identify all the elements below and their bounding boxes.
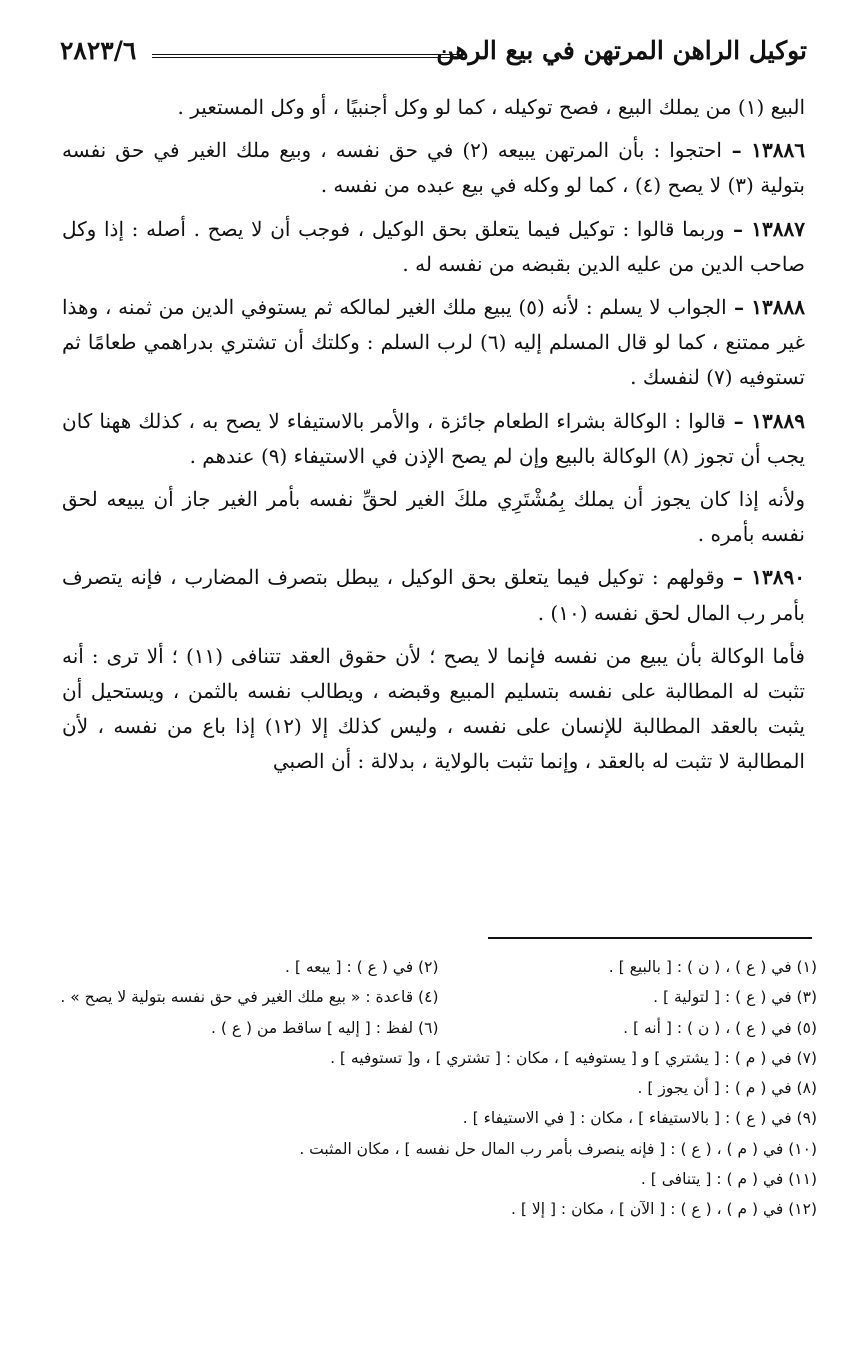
paragraph-text: ولأنه إذا كان يجوز أن يملك بِمُشْتَرِي ملكَ الغير لحقِّ نفسه بأمر الغير جاز أن يبيعه لحق نفسه بأمره . xyxy=(62,487,805,547)
footnote-separator xyxy=(488,937,812,939)
footnote: (١١) في ( م ) : [ يتنافى ] . xyxy=(640,1170,817,1189)
footnote: (١) في ( ع ) ، ( ن ) : [ بالبيع ] . xyxy=(608,958,817,976)
footnote: (٦) لفظ : [ إليه ] ساقط من ( ع ) . xyxy=(211,1018,439,1037)
paragraph-number: ١٣٨٨٩ – xyxy=(725,408,805,433)
footnote-row xyxy=(60,982,817,1012)
paragraph-text: فأما الوكالة بأن يبيع من نفسه فإنما لا يصح ؛ لأن حقوق العقد تتنافى (١١) ؛ ألا ترى : أنه تثبت له المطالبة على نفسه بتسليم المبيع وقبضه ، ويطالب نفسه بالثمن ، ويستحيل أن يثبت بالعقد المطالبة للإنسان على نفسه ، وليس كذلك إلا (١٢) إذا باع من نفسه ، لأن المطالبة لا تثبت له بالعقد ، وإنما تثبت بالولاية ، بدلالة : أن الصبي xyxy=(62,643,805,774)
running-title: توكيل الراهن المرتهن في بيع الرهن xyxy=(436,36,807,65)
footnote-row xyxy=(60,1073,817,1103)
footnote-row xyxy=(60,952,817,982)
body-text xyxy=(62,90,805,788)
paragraph-number: ١٣٨٨٦ – xyxy=(721,138,805,163)
footnote-row xyxy=(60,1103,817,1133)
footnote-row xyxy=(60,1043,817,1073)
footnote-row xyxy=(60,1013,817,1043)
paragraph-text: قالوا : الوكالة بشراء الطعام جائزة ، والأمر بالاستيفاء لا يصح به ، كذلك ههنا كان يجب أن تجوز (٨) الوكالة بالبيع وإن لم يصح الإذن في الاستيفاء (٩) عندهم . xyxy=(62,408,805,468)
footnote: (٧) في ( م ) : [ يشتري ] و [ يستوفيه ] ، مكان : [ تشتري ] ، و[ تستوفيه ] . xyxy=(330,1048,817,1067)
footnote: (٥) في ( ع ) ، ( ن ) : [ أنه ] . xyxy=(623,1018,817,1037)
paragraph-number: ١٣٨٨٨ – xyxy=(726,295,805,320)
page-number: ٢٨٢٣/٦ xyxy=(60,36,137,65)
footnote: (١٠) في ( م ) ، ( ع ) : [ فإنه ينصرف بأمر رب المال حل نفسه ] ، مكان المثبت . xyxy=(299,1139,817,1158)
footnote: (٢) في ( ع ) : [ يبعه ] . xyxy=(285,958,439,976)
paragraph-text: البيع (١) من يملك البيع ، فصح توكيله ، كما لو وكل أجنبيًا ، أو وكل المستعير . xyxy=(177,95,805,119)
paragraph xyxy=(62,560,805,630)
paragraph-number: ١٣٨٨٧ – xyxy=(724,216,805,241)
paragraph-number: ١٣٨٩٠ – xyxy=(724,565,806,590)
header-rule xyxy=(152,54,467,58)
paragraph-text: وقولهم : توكيل فيما يتعلق بحق الوكيل ، يبطل بتصرف المضارب ، فإنه يتصرف بأمر رب المال لحق نفسه (١٠) . xyxy=(62,565,805,625)
footnotes xyxy=(60,952,817,1225)
paragraph xyxy=(62,482,805,552)
footnote-row xyxy=(60,1164,817,1194)
paragraph-text: احتجوا : بأن المرتهن يبيعه (٢) في حق نفسه ، وبيع ملك الغير في حق نفسه بتولية (٣) لا يصح (٤) ، كما لو وكله في بيع عبده من نفسه . xyxy=(62,138,805,198)
footnote-row xyxy=(60,1134,817,1164)
footnote-row xyxy=(60,1194,817,1224)
paragraph xyxy=(62,290,805,396)
footnote: (٤) قاعدة : « بيع ملك الغير في حق نفسه بتولية لا يصح » . xyxy=(60,988,439,1007)
footnote: (١٢) في ( م ) ، ( ع ) : [ الآن ] ، مكان : [ إلا ] . xyxy=(511,1200,817,1219)
paragraph xyxy=(62,639,805,780)
paragraph-text: وربما قالوا : توكيل فيما يتعلق بحق الوكيل ، فوجب أن لا يصح . أصله : إذا وكل صاحب الدين من عليه الدين بقبضه من نفسه له . xyxy=(62,216,805,276)
paragraph xyxy=(62,212,805,282)
paragraph-text: الجواب لا يسلم : لأنه (٥) يبيع ملك الغير لمالكه ثم يستوفي الدين من ثمنه ، وهذا غير ممتنع ، كما لو قال المسلم إليه (٦) لرب السلم : وكلتك أن تشتري بدراهمي طعامًا ثم تستوفيه (٧) لنفسك . xyxy=(62,295,806,390)
paragraph xyxy=(62,90,805,125)
footnote: (٨) في ( م ) : [ أن يجوز ] . xyxy=(637,1079,817,1098)
page-header xyxy=(60,36,807,76)
paragraph xyxy=(62,404,805,474)
footnote: (٣) في ( ع ) : [ لتولية ] . xyxy=(653,988,817,1007)
footnote: (٩) في ( ع ) : [ بالاستيفاء ] ، مكان : [ في الاستيفاء ] . xyxy=(462,1109,817,1128)
paragraph xyxy=(62,133,805,203)
